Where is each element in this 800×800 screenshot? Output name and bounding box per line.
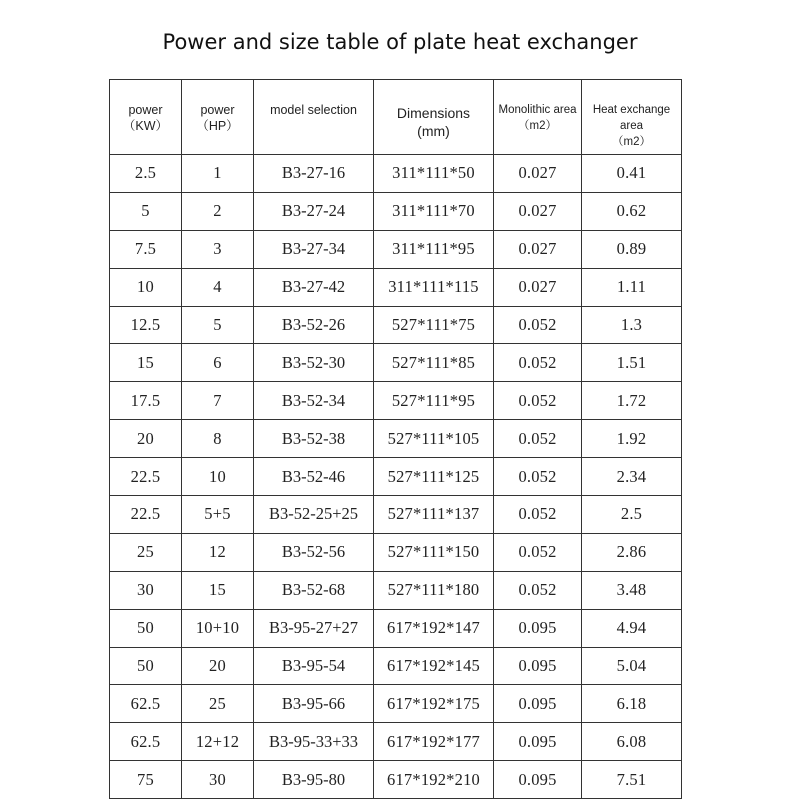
model-cell: B3-27-42 bbox=[254, 268, 374, 306]
heat-exchange-area-cell: 2.86 bbox=[582, 533, 682, 571]
monolithic-area-cell: 0.095 bbox=[494, 761, 582, 799]
heat-exchange-area-cell: 6.08 bbox=[582, 723, 682, 761]
power-hp-cell: 10 bbox=[182, 458, 254, 496]
table-body bbox=[110, 155, 682, 799]
heat-exchange-area-cell: 0.62 bbox=[582, 192, 682, 230]
monolithic-area-cell: 0.052 bbox=[494, 382, 582, 420]
model-cell: B3-27-24 bbox=[254, 192, 374, 230]
table-row bbox=[110, 420, 682, 458]
power-kw-cell: 75 bbox=[110, 761, 182, 799]
heat-exchange-area-cell: 0.89 bbox=[582, 230, 682, 268]
monolithic-area-cell: 0.052 bbox=[494, 533, 582, 571]
dimensions-cell: 527*111*150 bbox=[374, 533, 494, 571]
header-power-hp bbox=[182, 80, 254, 155]
model-cell: B3-95-33+33 bbox=[254, 723, 374, 761]
table-row bbox=[110, 496, 682, 534]
header-unit: (mm) bbox=[417, 123, 450, 139]
header-label: Monolithic area bbox=[498, 104, 577, 116]
table-row bbox=[110, 533, 682, 571]
monolithic-area-cell: 0.052 bbox=[494, 420, 582, 458]
power-hp-cell: 6 bbox=[182, 344, 254, 382]
model-cell: B3-95-54 bbox=[254, 647, 374, 685]
header-unit: （KW） bbox=[122, 119, 169, 133]
dimensions-cell: 311*111*50 bbox=[374, 155, 494, 193]
heat-exchange-area-cell: 5.04 bbox=[582, 647, 682, 685]
header-unit: （m2） bbox=[612, 136, 651, 148]
dimensions-cell: 617*192*210 bbox=[374, 761, 494, 799]
monolithic-area-cell: 0.027 bbox=[494, 230, 582, 268]
model-cell: B3-95-80 bbox=[254, 761, 374, 799]
header-label: power bbox=[200, 103, 235, 117]
header-heat-exchange-area bbox=[582, 80, 682, 155]
monolithic-area-cell: 0.052 bbox=[494, 496, 582, 534]
dimensions-cell: 311*111*95 bbox=[374, 230, 494, 268]
dimensions-cell: 527*111*137 bbox=[374, 496, 494, 534]
monolithic-area-cell: 0.095 bbox=[494, 723, 582, 761]
table-row bbox=[110, 609, 682, 647]
power-kw-cell: 50 bbox=[110, 647, 182, 685]
header-unit: （HP） bbox=[196, 119, 239, 133]
model-cell: B3-52-25+25 bbox=[254, 496, 374, 534]
model-cell: B3-52-38 bbox=[254, 420, 374, 458]
power-kw-cell: 17.5 bbox=[110, 382, 182, 420]
model-cell: B3-52-34 bbox=[254, 382, 374, 420]
power-hp-cell: 25 bbox=[182, 685, 254, 723]
heat-exchange-area-cell: 0.41 bbox=[582, 155, 682, 193]
power-kw-cell: 50 bbox=[110, 609, 182, 647]
power-hp-cell: 30 bbox=[182, 761, 254, 799]
power-hp-cell: 12 bbox=[182, 533, 254, 571]
model-cell: B3-27-16 bbox=[254, 155, 374, 193]
monolithic-area-cell: 0.027 bbox=[494, 155, 582, 193]
heat-exchange-area-cell: 1.51 bbox=[582, 344, 682, 382]
dimensions-cell: 527*111*125 bbox=[374, 458, 494, 496]
model-cell: B3-52-46 bbox=[254, 458, 374, 496]
table-row bbox=[110, 458, 682, 496]
model-cell: B3-52-56 bbox=[254, 533, 374, 571]
dimensions-cell: 617*192*175 bbox=[374, 685, 494, 723]
dimensions-cell: 527*111*75 bbox=[374, 306, 494, 344]
dimensions-cell: 617*192*177 bbox=[374, 723, 494, 761]
header-label: power bbox=[128, 103, 163, 117]
table-row bbox=[110, 230, 682, 268]
heat-exchange-area-cell: 7.51 bbox=[582, 761, 682, 799]
header-label: Heat exchange area bbox=[592, 104, 671, 132]
power-hp-cell: 1 bbox=[182, 155, 254, 193]
model-cell: B3-52-30 bbox=[254, 344, 374, 382]
power-hp-cell: 5 bbox=[182, 306, 254, 344]
page-title: Power and size table of plate heat exchanger bbox=[162, 30, 638, 54]
header-unit: （m2） bbox=[518, 120, 557, 132]
table-row bbox=[110, 571, 682, 609]
table-row bbox=[110, 723, 682, 761]
header-dimensions bbox=[374, 80, 494, 155]
monolithic-area-cell: 0.052 bbox=[494, 458, 582, 496]
monolithic-area-cell: 0.095 bbox=[494, 609, 582, 647]
power-hp-cell: 5+5 bbox=[182, 496, 254, 534]
power-kw-cell: 22.5 bbox=[110, 458, 182, 496]
header-row bbox=[110, 80, 682, 155]
heat-exchange-area-cell: 4.94 bbox=[582, 609, 682, 647]
power-hp-cell: 4 bbox=[182, 268, 254, 306]
power-kw-cell: 2.5 bbox=[110, 155, 182, 193]
power-kw-cell: 20 bbox=[110, 420, 182, 458]
heat-exchange-area-cell: 2.34 bbox=[582, 458, 682, 496]
header-label: Dimensions bbox=[396, 105, 471, 121]
model-cell: B3-52-68 bbox=[254, 571, 374, 609]
monolithic-area-cell: 0.052 bbox=[494, 306, 582, 344]
power-hp-cell: 10+10 bbox=[182, 609, 254, 647]
heat-exchange-area-cell: 6.18 bbox=[582, 685, 682, 723]
power-kw-cell: 15 bbox=[110, 344, 182, 382]
power-kw-cell: 22.5 bbox=[110, 496, 182, 534]
heat-exchange-area-cell: 1.92 bbox=[582, 420, 682, 458]
dimensions-cell: 527*111*180 bbox=[374, 571, 494, 609]
power-hp-cell: 8 bbox=[182, 420, 254, 458]
power-kw-cell: 62.5 bbox=[110, 723, 182, 761]
dimensions-cell: 311*111*70 bbox=[374, 192, 494, 230]
dimensions-cell: 527*111*95 bbox=[374, 382, 494, 420]
table-row bbox=[110, 306, 682, 344]
power-kw-cell: 7.5 bbox=[110, 230, 182, 268]
model-cell: B3-52-26 bbox=[254, 306, 374, 344]
power-hp-cell: 2 bbox=[182, 192, 254, 230]
monolithic-area-cell: 0.095 bbox=[494, 685, 582, 723]
dimensions-cell: 527*111*85 bbox=[374, 344, 494, 382]
power-hp-cell: 12+12 bbox=[182, 723, 254, 761]
table-row bbox=[110, 344, 682, 382]
dimensions-cell: 527*111*105 bbox=[374, 420, 494, 458]
power-kw-cell: 5 bbox=[110, 192, 182, 230]
monolithic-area-cell: 0.052 bbox=[494, 571, 582, 609]
table-row bbox=[110, 192, 682, 230]
model-cell: B3-27-34 bbox=[254, 230, 374, 268]
power-hp-cell: 3 bbox=[182, 230, 254, 268]
dimensions-cell: 617*192*147 bbox=[374, 609, 494, 647]
heat-exchange-area-cell: 1.72 bbox=[582, 382, 682, 420]
header-monolithic-area bbox=[494, 80, 582, 155]
heat-exchange-area-cell: 1.11 bbox=[582, 268, 682, 306]
dimensions-cell: 617*192*145 bbox=[374, 647, 494, 685]
header-model-selection bbox=[254, 80, 374, 155]
monolithic-area-cell: 0.095 bbox=[494, 647, 582, 685]
heat-exchange-area-cell: 1.3 bbox=[582, 306, 682, 344]
table-row bbox=[110, 647, 682, 685]
monolithic-area-cell: 0.027 bbox=[494, 192, 582, 230]
monolithic-area-cell: 0.052 bbox=[494, 344, 582, 382]
power-kw-cell: 30 bbox=[110, 571, 182, 609]
monolithic-area-cell: 0.027 bbox=[494, 268, 582, 306]
dimensions-cell: 311*111*115 bbox=[374, 268, 494, 306]
table-row bbox=[110, 155, 682, 193]
power-hp-cell: 15 bbox=[182, 571, 254, 609]
table-row bbox=[110, 761, 682, 799]
table-row bbox=[110, 685, 682, 723]
heat-exchange-area-cell: 2.5 bbox=[582, 496, 682, 534]
heat-exchange-area-cell: 3.48 bbox=[582, 571, 682, 609]
power-kw-cell: 62.5 bbox=[110, 685, 182, 723]
table-row bbox=[110, 382, 682, 420]
model-cell: B3-95-66 bbox=[254, 685, 374, 723]
power-kw-cell: 12.5 bbox=[110, 306, 182, 344]
header-power-kw bbox=[110, 80, 182, 155]
table-row bbox=[110, 268, 682, 306]
power-hp-cell: 20 bbox=[182, 647, 254, 685]
power-kw-cell: 25 bbox=[110, 533, 182, 571]
power-kw-cell: 10 bbox=[110, 268, 182, 306]
model-cell: B3-95-27+27 bbox=[254, 609, 374, 647]
spec-table bbox=[109, 79, 682, 799]
header-label: model selection bbox=[270, 103, 357, 117]
power-hp-cell: 7 bbox=[182, 382, 254, 420]
